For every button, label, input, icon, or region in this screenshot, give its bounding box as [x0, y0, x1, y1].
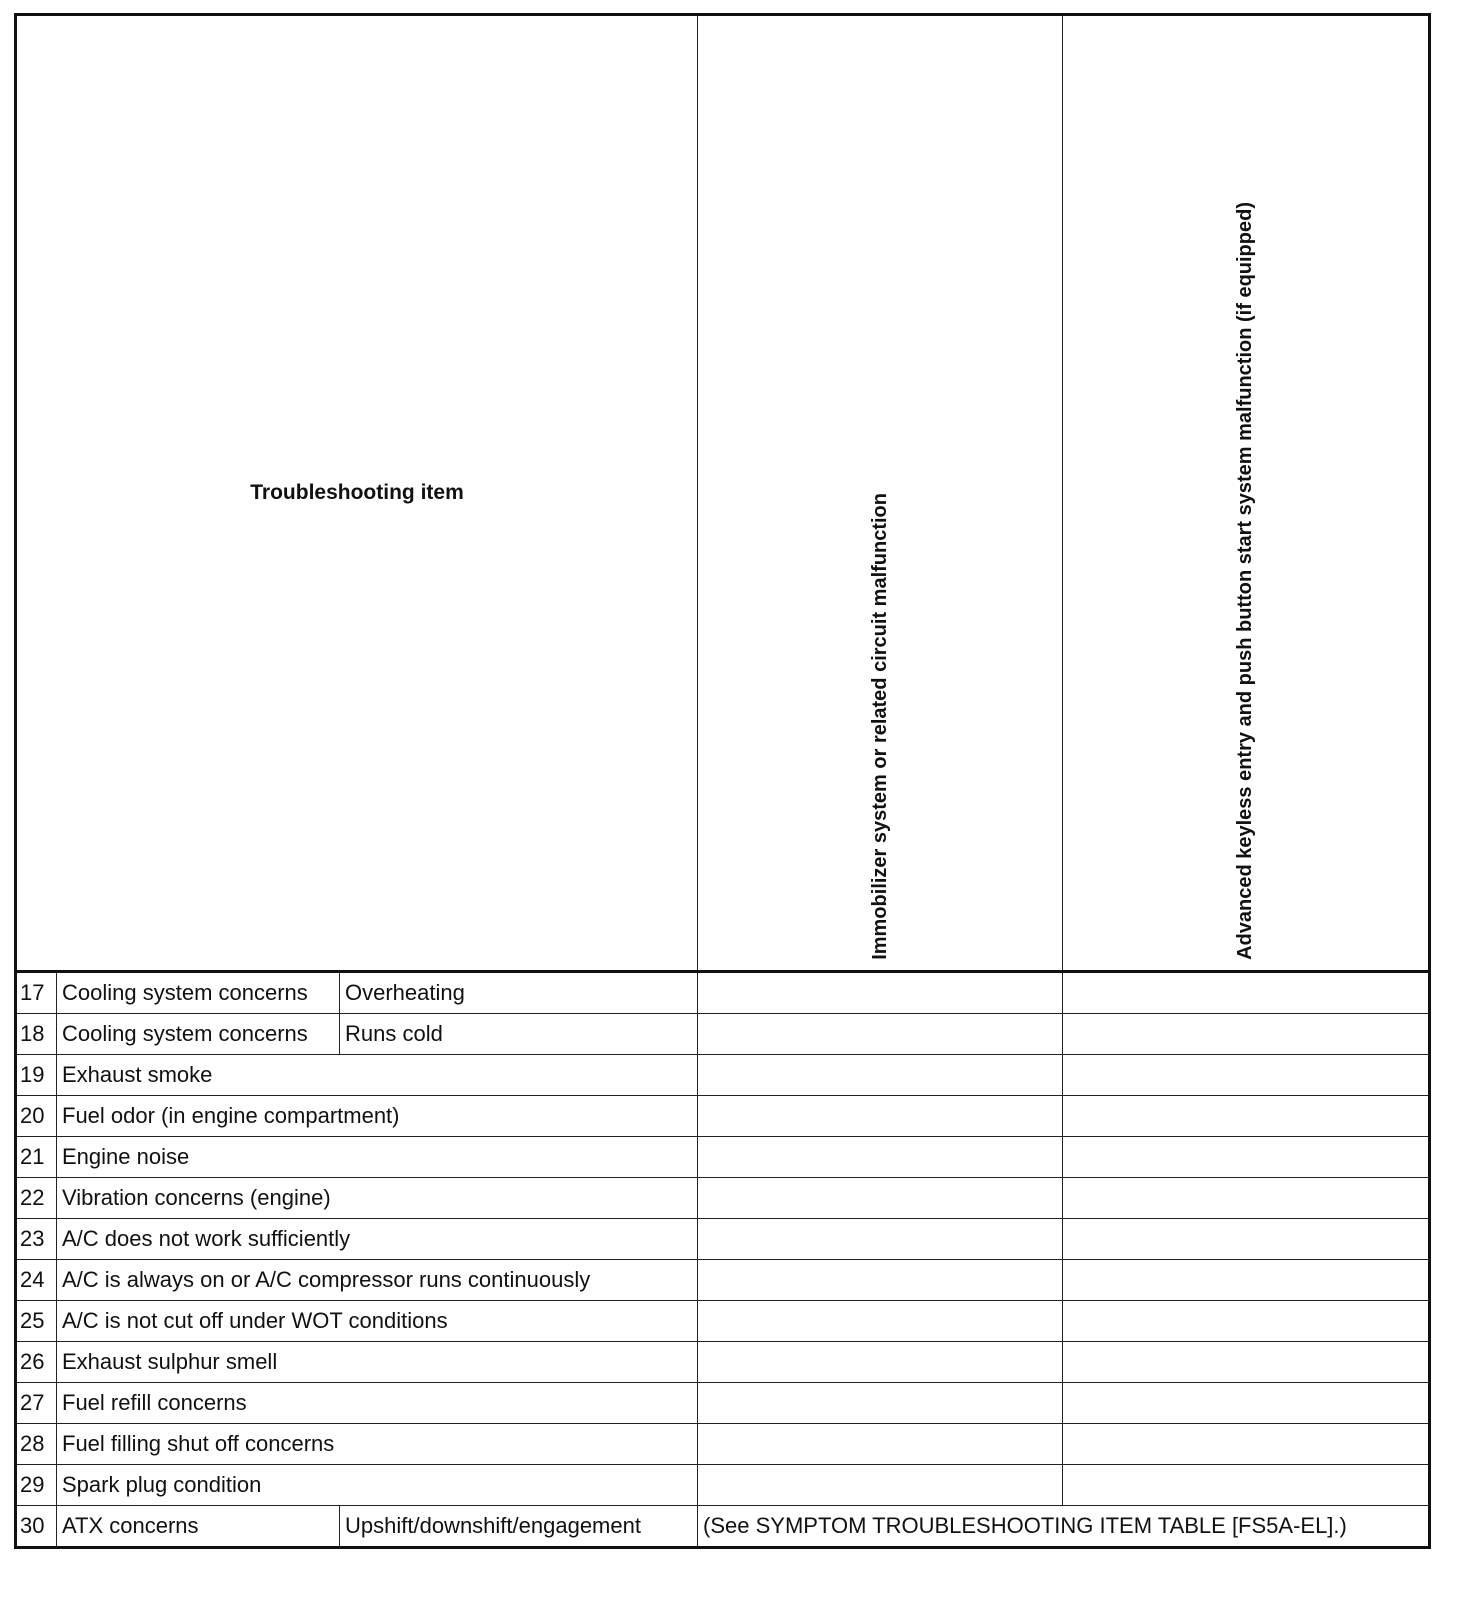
immobilizer-cell	[698, 1342, 1063, 1383]
table-row	[16, 1465, 1430, 1506]
header-row	[16, 15, 1430, 972]
troubleshooting-table	[14, 13, 1431, 1549]
row-item: Vibration concerns (engine)	[57, 1178, 698, 1219]
row-item: Fuel odor (in engine compartment)	[57, 1096, 698, 1137]
troubleshooting-item-header: Troubleshooting item	[16, 15, 698, 972]
row-item: A/C is not cut off under WOT conditions	[57, 1301, 698, 1342]
table-row	[16, 1096, 1430, 1137]
table-row	[16, 1301, 1430, 1342]
row-item: A/C is always on or A/C compressor runs continuously	[57, 1260, 698, 1301]
row-number: 25	[16, 1301, 57, 1342]
row-number: 21	[16, 1137, 57, 1178]
keyless-entry-cell	[1063, 1055, 1430, 1096]
row-number: 17	[16, 972, 57, 1014]
row-number: 26	[16, 1342, 57, 1383]
row-item: Exhaust sulphur smell	[57, 1342, 698, 1383]
row-number: 29	[16, 1465, 57, 1506]
immobilizer-cell	[698, 1424, 1063, 1465]
keyless-entry-cell	[1063, 972, 1430, 1014]
table-row	[16, 1178, 1430, 1219]
keyless-entry-cell	[1063, 1014, 1430, 1055]
immobilizer-cell	[698, 1014, 1063, 1055]
row-number: 28	[16, 1424, 57, 1465]
keyless-entry-cell	[1063, 1260, 1430, 1301]
row-item: Cooling system concerns	[57, 1014, 340, 1055]
row-item: Exhaust smoke	[57, 1055, 698, 1096]
keyless-entry-cell	[1063, 1465, 1430, 1506]
row-item: ATX concerns	[57, 1506, 340, 1548]
row-item: Spark plug condition	[57, 1465, 698, 1506]
immobilizer-cell	[698, 1383, 1063, 1424]
row-number: 20	[16, 1096, 57, 1137]
immobilizer-cell	[698, 1219, 1063, 1260]
table-row	[16, 1055, 1430, 1096]
row-number: 19	[16, 1055, 57, 1096]
immobilizer-cell	[698, 1055, 1063, 1096]
table-row	[16, 972, 1430, 1014]
table-row	[16, 1506, 1430, 1548]
keyless-entry-cell	[1063, 1137, 1430, 1178]
row-number: 30	[16, 1506, 57, 1548]
keyless-entry-column-header: Advanced keyless entry and push button start system malfunction (if equipped)	[1063, 15, 1430, 972]
row-subitem: Runs cold	[340, 1014, 698, 1055]
row-item: Fuel filling shut off concerns	[57, 1424, 698, 1465]
immobilizer-cell	[698, 972, 1063, 1014]
row-number: 24	[16, 1260, 57, 1301]
row-number: 23	[16, 1219, 57, 1260]
table-row	[16, 1260, 1430, 1301]
immobilizer-cell	[698, 1260, 1063, 1301]
row-item: Engine noise	[57, 1137, 698, 1178]
table-row	[16, 1014, 1430, 1055]
keyless-entry-cell	[1063, 1178, 1430, 1219]
row-subitem: Upshift/downshift/engagement	[340, 1506, 698, 1548]
table-row	[16, 1137, 1430, 1178]
table-row	[16, 1219, 1430, 1260]
immobilizer-cell	[698, 1301, 1063, 1342]
keyless-entry-cell	[1063, 1342, 1430, 1383]
row-item: Fuel refill concerns	[57, 1383, 698, 1424]
immobilizer-cell	[698, 1137, 1063, 1178]
row-subitem: Overheating	[340, 972, 698, 1014]
immobilizer-cell	[698, 1465, 1063, 1506]
row-number: 18	[16, 1014, 57, 1055]
row-item: Cooling system concerns	[57, 972, 340, 1014]
immobilizer-cell	[698, 1178, 1063, 1219]
keyless-entry-cell	[1063, 1424, 1430, 1465]
keyless-entry-cell	[1063, 1219, 1430, 1260]
table-row	[16, 1342, 1430, 1383]
keyless-entry-cell	[1063, 1301, 1430, 1342]
row-number: 22	[16, 1178, 57, 1219]
immobilizer-column-header: Immobilizer system or related circuit malfunction	[698, 15, 1063, 972]
row-item: A/C does not work sufficiently	[57, 1219, 698, 1260]
table-row	[16, 1383, 1430, 1424]
immobilizer-cell	[698, 1096, 1063, 1137]
row-number: 27	[16, 1383, 57, 1424]
keyless-entry-cell	[1063, 1383, 1430, 1424]
keyless-entry-cell	[1063, 1096, 1430, 1137]
row-note: (See SYMPTOM TROUBLESHOOTING ITEM TABLE [FS5A-EL].)	[698, 1506, 1430, 1548]
table-row	[16, 1424, 1430, 1465]
